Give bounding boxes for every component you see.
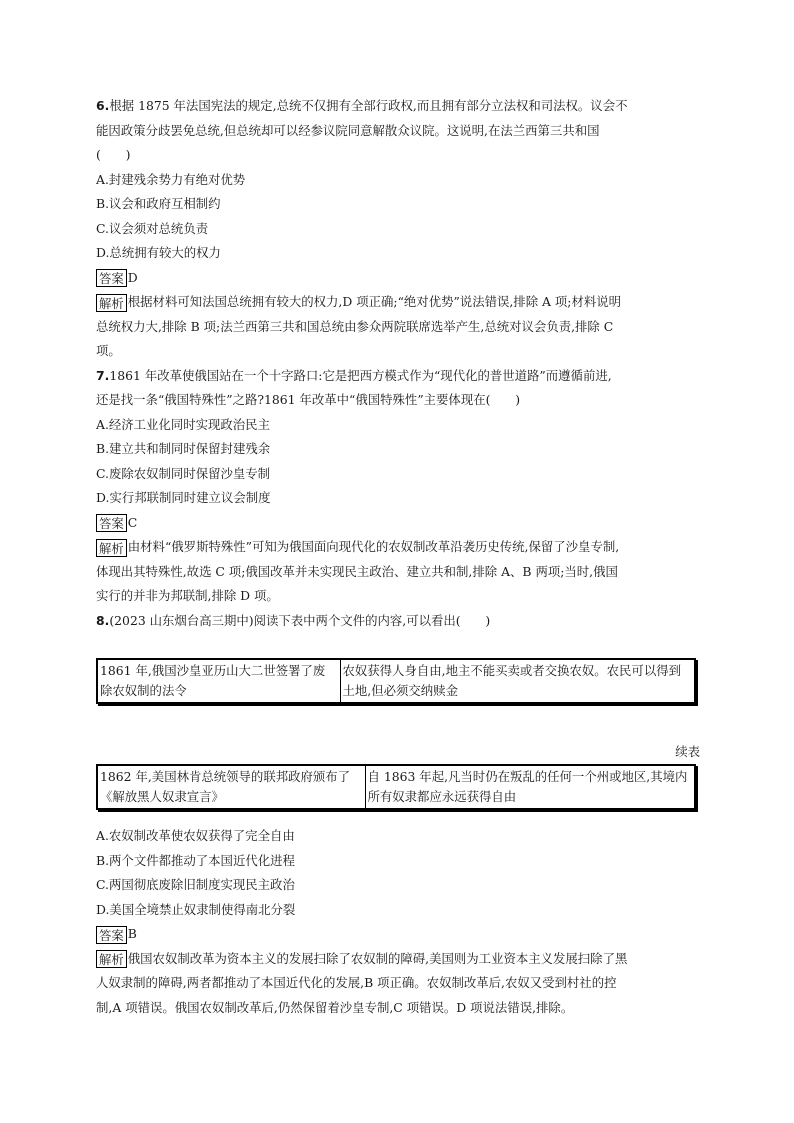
q8-option-d: D.美国全境禁止奴隶制使得南北分裂: [96, 901, 296, 917]
q7-analysis-line-1: [96, 535, 700, 560]
q8-continued-label: 续表: [675, 744, 700, 759]
q7-number: 7.: [96, 367, 110, 383]
q6-analysis-line-3: 项。: [96, 343, 121, 358]
q6-analysis-text-1: 根据材料可知法国总统拥有较大的权力,D 项正确;“绝对优势”说法错误,排除 A 项;材料说明: [127, 294, 622, 309]
table-cell: 1861 年,俄国沙皇亚历山大二世签署了废除农奴制的法令: [97, 659, 340, 703]
q7-analysis-label: 解析: [96, 539, 127, 557]
q7-stem-line-1: [96, 364, 700, 389]
q6-stem-line-2: 能因政策分歧罢免总统,但总统却可以经参议院同意解散众议院。这说明,在法兰西第三共和国: [96, 122, 600, 138]
table-row: [97, 765, 695, 809]
q8-stem-text: (2023 山东烟台高三期中)阅读下表中两个文件的内容,可以看出( ): [109, 612, 491, 628]
q6-option-c: C.议会须对总统负责: [96, 220, 209, 236]
q7-analysis-line-3: 实行的并非为邦联制,排除 D 项。: [96, 588, 279, 603]
q6-number: 6.: [96, 98, 110, 113]
q8-table-1: [96, 658, 696, 704]
q8-analysis-line-1: [96, 947, 700, 972]
q6-analysis-line-1: [96, 290, 700, 315]
q8-analysis-line-3: 制,A 项错误。俄国农奴制改革后,仍然保留着沙皇专制,C 项错误。D 项说法错误,排除。: [96, 999, 574, 1015]
q8-option-a: A.农奴制改革使农奴获得了完全自由: [96, 828, 295, 843]
table-cell: 自 1863 年起,凡当时仍在叛乱的任何一个州或地区,其境内所有奴隶都应永远获得自由: [365, 765, 695, 809]
q7-answer: [96, 511, 700, 536]
q7-option-d: D.实行邦联制同时建立议会制度: [96, 490, 271, 505]
q6-stem-line-3: ( ): [96, 147, 131, 162]
q7-analysis-text-1: 由材料“俄罗斯特殊性”可知为俄国面向现代化的农奴制改革沿袭历史传统,保留了沙皇专制,: [127, 539, 620, 554]
table-row: [97, 659, 695, 703]
table-cell: 农奴获得人身自由,地主不能买卖或者交换农奴。农民可以得到土地,但必须交纳赎金: [340, 659, 695, 703]
q7-option-a: A.经济工业化同时实现政治民主: [96, 416, 270, 432]
q8-stem: [96, 609, 700, 634]
q7-answer-label: 答案: [96, 514, 127, 532]
q8-analysis-text-1: 俄国农奴制改革为资本主义的发展扫除了农奴制的障碍,美国则为工业资本主义发展扫除了黑: [127, 950, 628, 966]
q7-option-b: B.建立共和制同时保留封建残余: [96, 441, 271, 456]
q6-option-d: D.总统拥有较大的权力: [96, 245, 221, 260]
q6-stem-text-1: 根据 1875 年法国宪法的规定,总统不仅拥有全部行政权,而且拥有部分立法权和司法权。议会不: [109, 98, 628, 113]
q8-table-2: [96, 764, 696, 810]
q6-option-b: B.议会和政府互相制约: [96, 196, 221, 211]
q6-analysis-label: 解析: [96, 294, 127, 312]
q7-analysis-line-2: 体现出其特殊性,故选 C 项;俄国改革并未实现民主政治、建立共和制,排除 A、B 两项;当时,俄国: [96, 563, 618, 579]
q7-option-c: C.废除农奴制同时保留沙皇专制: [96, 465, 271, 481]
q7-stem-text-1: 1861 年改革使俄国站在一个十字路口:它是把西方模式作为“现代化的普世道路”而遵循前进,: [109, 367, 612, 383]
q8-analysis-line-2: 人奴隶制的障碍,两者都推动了本国近代化的发展,B 项正确。农奴制改革后,农奴又受到村社的控: [96, 975, 617, 990]
q8-answer: [96, 922, 700, 947]
q6-stem-line-1: [96, 94, 700, 119]
q8-option-c: C.两国彻底废除旧制度实现民主政治: [96, 877, 295, 892]
q8-analysis-label: 解析: [96, 950, 127, 968]
q8-answer-value: B: [127, 926, 137, 941]
q8-option-b: B.两个文件都推动了本国近代化进程: [96, 852, 295, 868]
q6-answer: [96, 266, 700, 291]
q6-option-a: A.封建残余势力有绝对优势: [96, 171, 246, 187]
q8-answer-label: 答案: [96, 926, 127, 944]
q6-answer-label: 答案: [96, 269, 127, 287]
q6-answer-value: D: [127, 269, 138, 285]
page-content: [96, 94, 700, 1020]
q7-stem-line-2: 还是找一条“俄国特殊性”之路?1861 年改革中“俄国特殊性”主要体现在( ): [96, 392, 521, 407]
q6-analysis-line-2: 总统权力大,排除 B 项;法兰西第三共和国总统由参众两院联席选举产生,总统对议会负责,排除 C: [96, 318, 614, 334]
q8-number: 8.: [96, 612, 110, 628]
q7-answer-value: C: [127, 514, 138, 530]
table-cell: 1862 年,美国林肯总统领导的联邦政府颁布了《解放黑人奴隶宣言》: [97, 765, 365, 809]
